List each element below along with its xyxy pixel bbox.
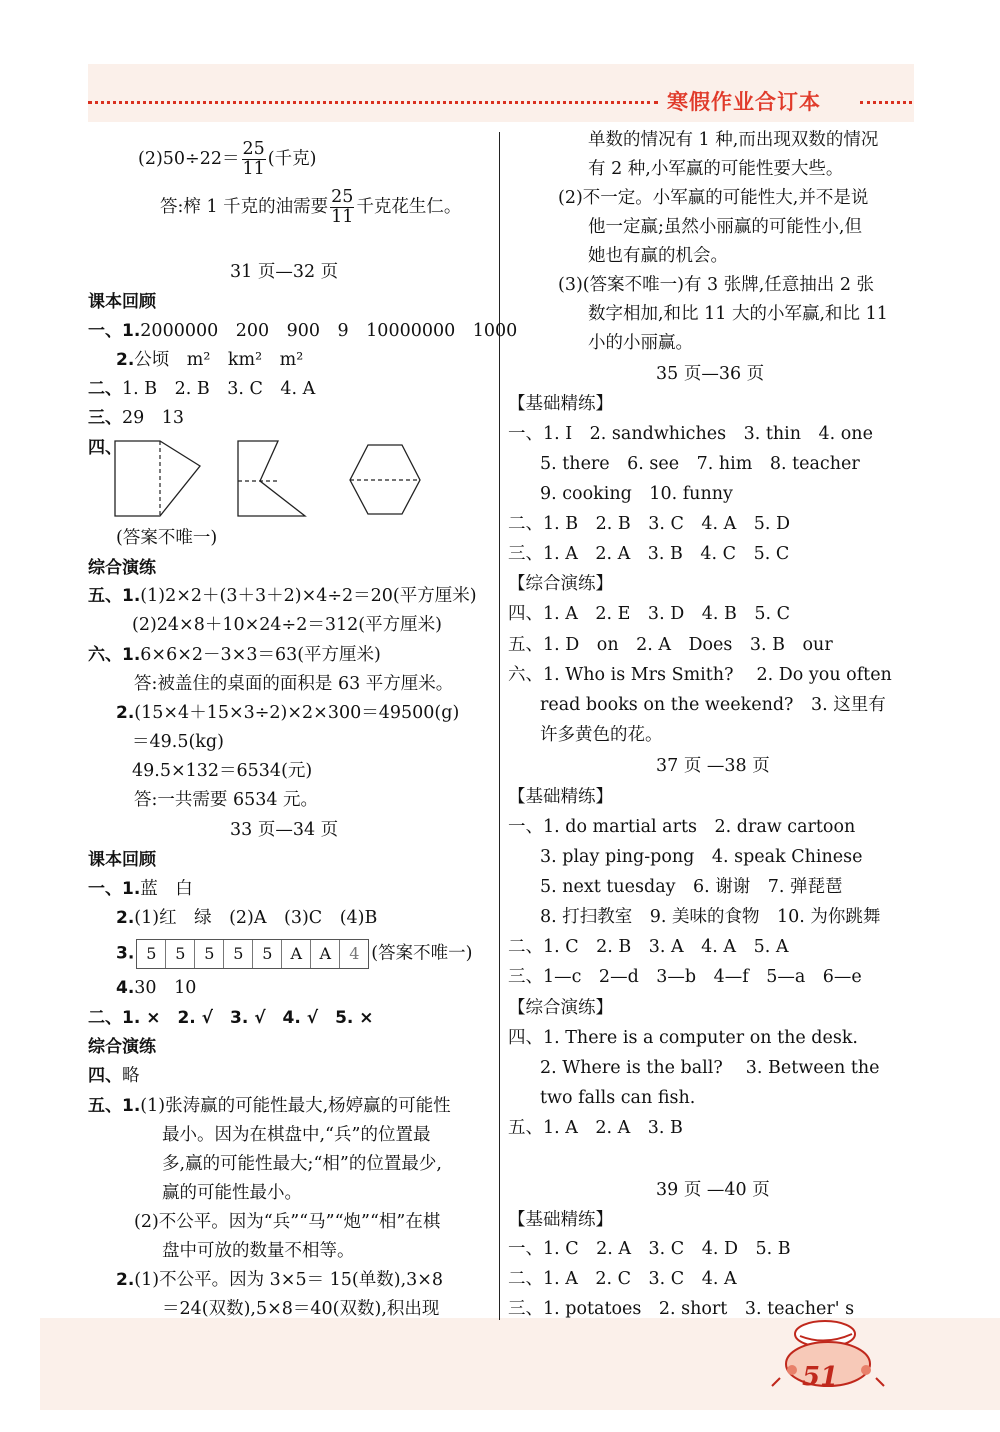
answer-line: 三、1—c 2—d 3—b 4—f 5—a 6—e [508, 967, 862, 987]
answer-line: (2)50÷22＝ $\frac{25}{11}$ (千克) [138, 139, 317, 179]
arrow-notch-shape [238, 441, 305, 516]
answer-line: 她也有赢的机会。 [588, 246, 728, 266]
section-heading: 【综合演练】 [508, 998, 613, 1018]
answer-line: 单数的情况有 1 种,而出现双数的情况 [588, 130, 879, 150]
answer-line: 三、1. A 2. A 3. B 4. C 5. C [508, 544, 790, 564]
answer-line: 四、 [88, 438, 122, 458]
answer-line: 他一定赢;虽然小丽赢的可能性小,但 [588, 217, 862, 237]
answer-line: (2)24×8＋10×24÷2＝312(平方厘米) [132, 615, 442, 635]
answer-line: (3)(答案不唯一)有 3 张牌,任意抽出 2 张 [558, 275, 875, 295]
answer-line: (2)不公平。因为“兵”“马”“炮”“相”在棋 [134, 1212, 441, 1232]
answer-line: 一、1. do martial arts 2. draw cartoon [508, 817, 856, 837]
answer-line: 赢的可能性最小。 [162, 1183, 302, 1203]
page-number: 51 [802, 1362, 839, 1392]
column-divider [499, 132, 500, 1320]
box-cell: 4 [349, 944, 360, 963]
answer-line: 四、略 [88, 1066, 140, 1086]
section-heading: 【基础精练】 [508, 787, 613, 807]
answer-line: 盘中可放的数量不相等。 [162, 1241, 355, 1261]
page-range-heading: 35 页—36 页 [656, 364, 765, 384]
page-range-heading: 33 页—34 页 [230, 820, 339, 840]
box-cell: A [282, 940, 311, 968]
number-boxes [136, 939, 369, 969]
section-heading: 课本回顾 [88, 850, 156, 870]
answer-line: 5. next tuesday 6. 谢谢 7. 弹琵琶 [540, 877, 843, 897]
answer-line: 五、1. D on 2. A Does 3. B our [508, 635, 833, 655]
answer-line: 三、1. potatoes 2. short 3. teacher' s [508, 1299, 855, 1319]
answer-line: read books on the weekend? 3. 这里有 [540, 695, 886, 715]
header-dots-left [88, 101, 658, 104]
answer-line: 8. 打扫教室 9. 美味的食物 10. 为你跳舞 [540, 907, 881, 927]
answer-line: 四、1. A 2. E 3. D 4. B 5. C [508, 604, 790, 624]
answer-line: 二、1. B 2. B 3. C 4. A [88, 379, 316, 399]
answer-line: 五、1.(1)张涛赢的可能性最大,杨婷赢的可能性 [88, 1096, 451, 1116]
answer-line: 多,赢的可能性最大;“相”的位置最少, [162, 1154, 442, 1174]
section-heading: 课本回顾 [88, 292, 156, 312]
answer-line: 3. 5 5 5 5 5 A A 4 (答案不唯一) [116, 939, 472, 969]
box-cell: 5 [224, 940, 253, 968]
box-cell: 5 [137, 940, 166, 968]
answer-line: 许多黄色的花。 [540, 725, 663, 745]
answer-line: 二、1. C 2. B 3. A 4. A 5. A [508, 937, 789, 957]
answer-line: 六、1.6×6×2－3×3＝63(平方厘米) [88, 645, 381, 665]
answer-line: 二、1. × 2. √ 3. √ 4. √ 5. × [88, 1008, 374, 1028]
answer-line: ＝24(双数),5×8＝40(双数),积出现 [162, 1299, 440, 1319]
box-cell: A [311, 940, 340, 968]
answer-line: 小的小丽赢。 [588, 333, 693, 353]
section-heading: 综合演练 [88, 1037, 156, 1057]
answer-line: 2.(1)不公平。因为 3×5＝ 15(单数),3×8 [116, 1270, 444, 1290]
answer-line: 2.公顷 m² km² m² [116, 350, 304, 370]
answer-line: 4.30 10 [116, 978, 197, 998]
answer-line: 四、1. There is a computer on the desk. [508, 1028, 858, 1048]
answer-line: 答:榨 1 千克的油需要 $\frac{25}{11}$ 千克花生仁。 [160, 187, 462, 227]
page-range-heading: 39 页 —40 页 [656, 1180, 770, 1200]
answer-line: 五、1.(1)2×2＋(3＋3＋2)×4÷2＝20(平方厘米) [88, 586, 477, 606]
answer-line: 五、1. A 2. A 3. B [508, 1118, 683, 1138]
box-cell: 5 [166, 940, 195, 968]
answer-line: 9. cooking 10. funny [540, 484, 733, 504]
box-cell: 5 [253, 940, 282, 968]
fraction: $\frac{25}{11}$ [242, 139, 265, 179]
shape-diagrams [110, 436, 430, 522]
answer-line: 数字相加,和比 11 大的小军赢,和比 11 [588, 304, 888, 324]
section-heading: 综合演练 [88, 558, 156, 578]
trapezoid-shape [115, 441, 200, 516]
answer-line: 有 2 种,小军赢的可能性要大些。 [588, 159, 844, 179]
answer-line: 2.(15×4＋15×3÷2)×2×300＝49500(g) [116, 703, 460, 723]
answer-line: 2. Where is the ball? 3. Between the [540, 1058, 880, 1078]
answer-line: ＝49.5(kg) [132, 732, 224, 752]
answer-line: 答:一共需要 6534 元。 [134, 790, 319, 810]
page-range-heading: 37 页 —38 页 [656, 756, 770, 776]
page-range-heading: 31 页—32 页 [230, 262, 339, 282]
box-cell: 5 [195, 940, 224, 968]
section-heading: 【基础精练】 [508, 1210, 613, 1230]
answer-line: (2)不一定。小军赢的可能性大,并不是说 [558, 188, 869, 208]
answer-line: 一、1. C 2. A 3. C 4. D 5. B [508, 1239, 791, 1259]
header-dots-right [860, 101, 912, 104]
answer-line: 一、1.2000000 200 900 9 10000000 1000 [88, 321, 518, 341]
section-heading: 【基础精练】 [508, 394, 613, 414]
answer-line: 二、1. A 2. C 3. C 4. A [508, 1269, 737, 1289]
answer-line: 49.5×132＝6534(元) [132, 761, 313, 781]
answer-line: 一、1. I 2. sandwhiches 3. thin 4. one [508, 424, 873, 444]
answer-line: 三、29 13 [88, 408, 185, 428]
section-heading: 【综合演练】 [508, 574, 613, 594]
answer-line: 最小。因为在棋盘中,“兵”的位置最 [162, 1125, 431, 1145]
answer-line: 5. there 6. see 7. him 8. teacher [540, 454, 860, 474]
answer-line: two falls can fish. [540, 1088, 696, 1108]
header-title: 寒假作业合订本 [667, 90, 821, 114]
fraction: $\frac{25}{11}$ [331, 187, 354, 227]
answer-line: 一、1.蓝 白 [88, 879, 193, 899]
answer-line: 六、1. Who is Mrs Smith? 2. Do you often [508, 665, 892, 685]
answer-line: 2.(1)红 绿 (2)A (3)C (4)B [116, 908, 378, 928]
answer-note: (答案不唯一) [116, 528, 218, 548]
answer-line: 二、1. B 2. B 3. C 4. A 5. D [508, 514, 791, 534]
answer-line: 3. play ping-pong 4. speak Chinese [540, 847, 863, 867]
answer-line: 答:被盖住的桌面的面积是 63 平方厘米。 [134, 674, 454, 694]
